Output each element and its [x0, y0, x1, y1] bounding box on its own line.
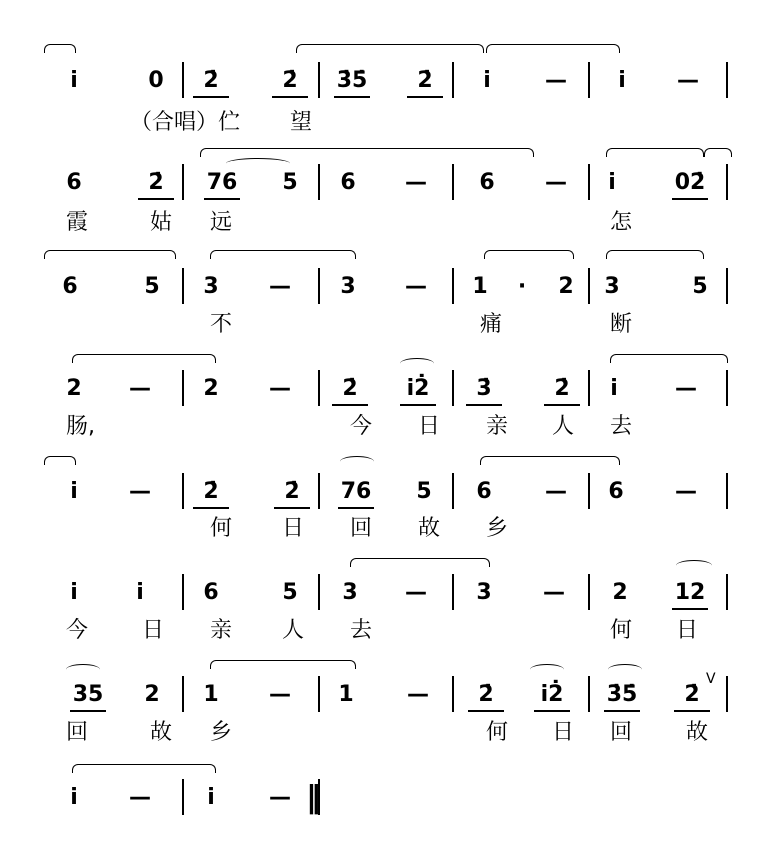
note: 76 — [206, 170, 238, 195]
note: 5 — [416, 479, 432, 504]
note: 2 — [203, 376, 219, 401]
note: · — [517, 274, 527, 299]
barline — [452, 473, 454, 509]
note: — — [407, 682, 429, 707]
beam-underline — [193, 507, 229, 509]
lyric: 回 — [350, 516, 373, 541]
note: — — [675, 479, 697, 504]
beam-underline — [604, 710, 640, 712]
barline — [726, 62, 728, 98]
note: — — [405, 580, 427, 605]
phrase-slur — [44, 44, 76, 53]
barline — [726, 268, 728, 304]
tie-arc — [226, 158, 290, 169]
note: — — [545, 170, 567, 195]
phrase-slur — [350, 558, 490, 567]
note: 2̇ — [342, 376, 358, 401]
tie-arc — [66, 664, 100, 675]
lyric: 乡 — [486, 516, 509, 541]
tie-arc — [676, 560, 712, 571]
beam-underline — [338, 507, 374, 509]
note: 3̇5̇ — [606, 682, 638, 707]
lyric: 远 — [210, 210, 233, 235]
barline — [318, 62, 320, 98]
phrase-slur — [486, 44, 620, 53]
note: 76 — [340, 479, 372, 504]
note: — — [269, 376, 291, 401]
note: 35 — [72, 682, 104, 707]
note: 0 — [148, 68, 164, 93]
note: — — [405, 274, 427, 299]
barline — [588, 676, 590, 712]
beam-underline — [674, 710, 710, 712]
lyric: 霞 — [66, 210, 89, 235]
lyric: 肠, — [66, 414, 95, 439]
lyric: 故 — [686, 720, 709, 745]
note: — — [129, 376, 151, 401]
note: 1 — [203, 682, 219, 707]
note: 12 — [674, 580, 706, 605]
note: 5 — [282, 580, 298, 605]
phrase-slur — [296, 44, 484, 53]
note: 2̇ — [203, 479, 219, 504]
beam-underline — [672, 198, 708, 200]
note: i — [136, 580, 144, 605]
phrase-slur — [72, 764, 216, 773]
beam-underline — [272, 96, 308, 98]
barline — [452, 268, 454, 304]
phrase-slur — [606, 148, 704, 157]
note: 3̇5̇ — [336, 68, 368, 93]
lyric: 日 — [142, 618, 165, 643]
beam-underline — [400, 404, 436, 406]
barline — [452, 62, 454, 98]
phrase-slur — [72, 354, 216, 363]
lyric: 亲 — [210, 618, 233, 643]
note: 2̇ — [417, 68, 433, 93]
note: — — [675, 376, 697, 401]
barline — [182, 779, 184, 815]
note: — — [129, 785, 151, 810]
barline — [182, 268, 184, 304]
note: 5 — [282, 170, 298, 195]
note: 6 — [66, 170, 82, 195]
barline — [182, 370, 184, 406]
barline — [726, 676, 728, 712]
beam-underline — [407, 96, 443, 98]
tie-arc — [340, 456, 374, 467]
phrase-slur — [210, 250, 356, 259]
lyric: 去 — [610, 414, 633, 439]
lyric: 何 — [610, 618, 633, 643]
lyric: 日 — [282, 516, 305, 541]
note: — — [545, 479, 567, 504]
note: 2 — [66, 376, 82, 401]
note: i — [483, 68, 491, 93]
note: — — [129, 479, 151, 504]
note: i2̇ — [540, 682, 564, 707]
lyric: 断 — [610, 312, 633, 337]
note: — — [269, 274, 291, 299]
phrase-slur — [610, 354, 728, 363]
note: i — [207, 785, 215, 810]
lyric: 回 — [610, 720, 633, 745]
note: 3 — [340, 274, 356, 299]
note: 1 — [472, 274, 488, 299]
barline — [588, 164, 590, 200]
note: 02̇ — [674, 170, 706, 195]
note: — — [543, 580, 565, 605]
lyric: 今 — [66, 618, 89, 643]
phrase-slur — [480, 456, 620, 465]
note: 3 — [342, 580, 358, 605]
note: i — [608, 170, 616, 195]
barline — [726, 473, 728, 509]
tie-arc — [400, 358, 434, 369]
lyric: 回 — [66, 720, 89, 745]
note: i — [70, 479, 78, 504]
beam-underline — [672, 608, 708, 610]
barline — [588, 574, 590, 610]
barline — [588, 370, 590, 406]
note: 2 — [612, 580, 628, 605]
phrase-slur — [606, 250, 704, 259]
note: — — [677, 68, 699, 93]
beam-underline — [534, 710, 570, 712]
barline — [182, 164, 184, 200]
lyric: 怎 — [610, 210, 633, 235]
final-barline: ‖ — [306, 780, 321, 815]
note: 6 — [203, 580, 219, 605]
barline — [452, 370, 454, 406]
barline — [588, 473, 590, 509]
barline — [726, 370, 728, 406]
phrase-slur — [200, 148, 534, 157]
barline — [182, 574, 184, 610]
beam-underline — [544, 404, 580, 406]
note: — — [269, 682, 291, 707]
note: 2̇ — [478, 682, 494, 707]
note: 6 — [479, 170, 495, 195]
barline — [452, 164, 454, 200]
note: 2 — [558, 274, 574, 299]
lyric: 何 — [486, 720, 509, 745]
beam-underline — [334, 96, 370, 98]
lyric: 何 — [210, 516, 233, 541]
lyric: 不 — [210, 312, 233, 337]
phrase-slur — [484, 250, 574, 259]
barline — [182, 62, 184, 98]
barline — [588, 62, 590, 98]
lyric: 望 — [290, 110, 313, 135]
note: 5 — [144, 274, 160, 299]
phrase-slur — [44, 456, 76, 465]
lyric: 痛 — [480, 312, 503, 337]
barline — [588, 268, 590, 304]
phrase-slur — [704, 148, 732, 157]
note: 3 — [203, 274, 219, 299]
barline — [452, 574, 454, 610]
note: 2̇ — [282, 68, 298, 93]
beam-underline — [70, 710, 106, 712]
note: 2̇ — [148, 170, 164, 195]
tie-arc — [608, 664, 642, 675]
note: i — [70, 68, 78, 93]
note: 2 — [144, 682, 160, 707]
note: 3 — [604, 274, 620, 299]
barline — [318, 574, 320, 610]
lyric: 故 — [418, 516, 441, 541]
lyric: 日 — [676, 618, 699, 643]
lyric: 姑 — [150, 210, 173, 235]
note: 6 — [62, 274, 78, 299]
beam-underline — [332, 404, 368, 406]
beam-underline — [466, 404, 502, 406]
beam-underline — [138, 198, 174, 200]
beam-underline — [468, 710, 504, 712]
barline — [318, 676, 320, 712]
lyric: 亲 — [486, 414, 509, 439]
barline — [452, 676, 454, 712]
phrase-slur — [44, 250, 176, 259]
note: 2̇ — [684, 682, 700, 707]
note: i2̇ — [406, 376, 430, 401]
barline — [318, 370, 320, 406]
note: i — [618, 68, 626, 93]
lyric: 人 — [282, 618, 305, 643]
note: i — [70, 580, 78, 605]
lyric: 故 — [150, 720, 173, 745]
note: 3 — [476, 580, 492, 605]
barline — [726, 574, 728, 610]
lyric: 日 — [552, 720, 575, 745]
lyric: 去 — [350, 618, 373, 643]
barline — [182, 473, 184, 509]
beam-underline — [274, 507, 310, 509]
barline — [318, 268, 320, 304]
lyric: （合唱）伫 — [130, 110, 241, 135]
beam-underline — [204, 198, 240, 200]
lyric: 日 — [418, 414, 441, 439]
note: 6 — [476, 479, 492, 504]
lyric: 人 — [552, 414, 575, 439]
lyric: 乡 — [210, 720, 233, 745]
tie-arc — [530, 664, 564, 675]
barline — [318, 164, 320, 200]
note: 3̇ — [476, 376, 492, 401]
note: 6 — [340, 170, 356, 195]
note: i — [610, 376, 618, 401]
lyric: 今 — [350, 414, 373, 439]
breath-mark: V — [706, 671, 716, 687]
note: 2̇ — [203, 68, 219, 93]
note: 6 — [608, 479, 624, 504]
note: i — [70, 785, 78, 810]
note: 2̇ — [554, 376, 570, 401]
note: 1 — [338, 682, 354, 707]
barline — [318, 473, 320, 509]
note: 2̇ — [284, 479, 300, 504]
note: — — [269, 785, 291, 810]
phrase-slur — [210, 660, 356, 669]
beam-underline — [193, 96, 229, 98]
note: 5 — [692, 274, 708, 299]
note: — — [545, 68, 567, 93]
barline — [726, 164, 728, 200]
barline — [182, 676, 184, 712]
note: — — [405, 170, 427, 195]
